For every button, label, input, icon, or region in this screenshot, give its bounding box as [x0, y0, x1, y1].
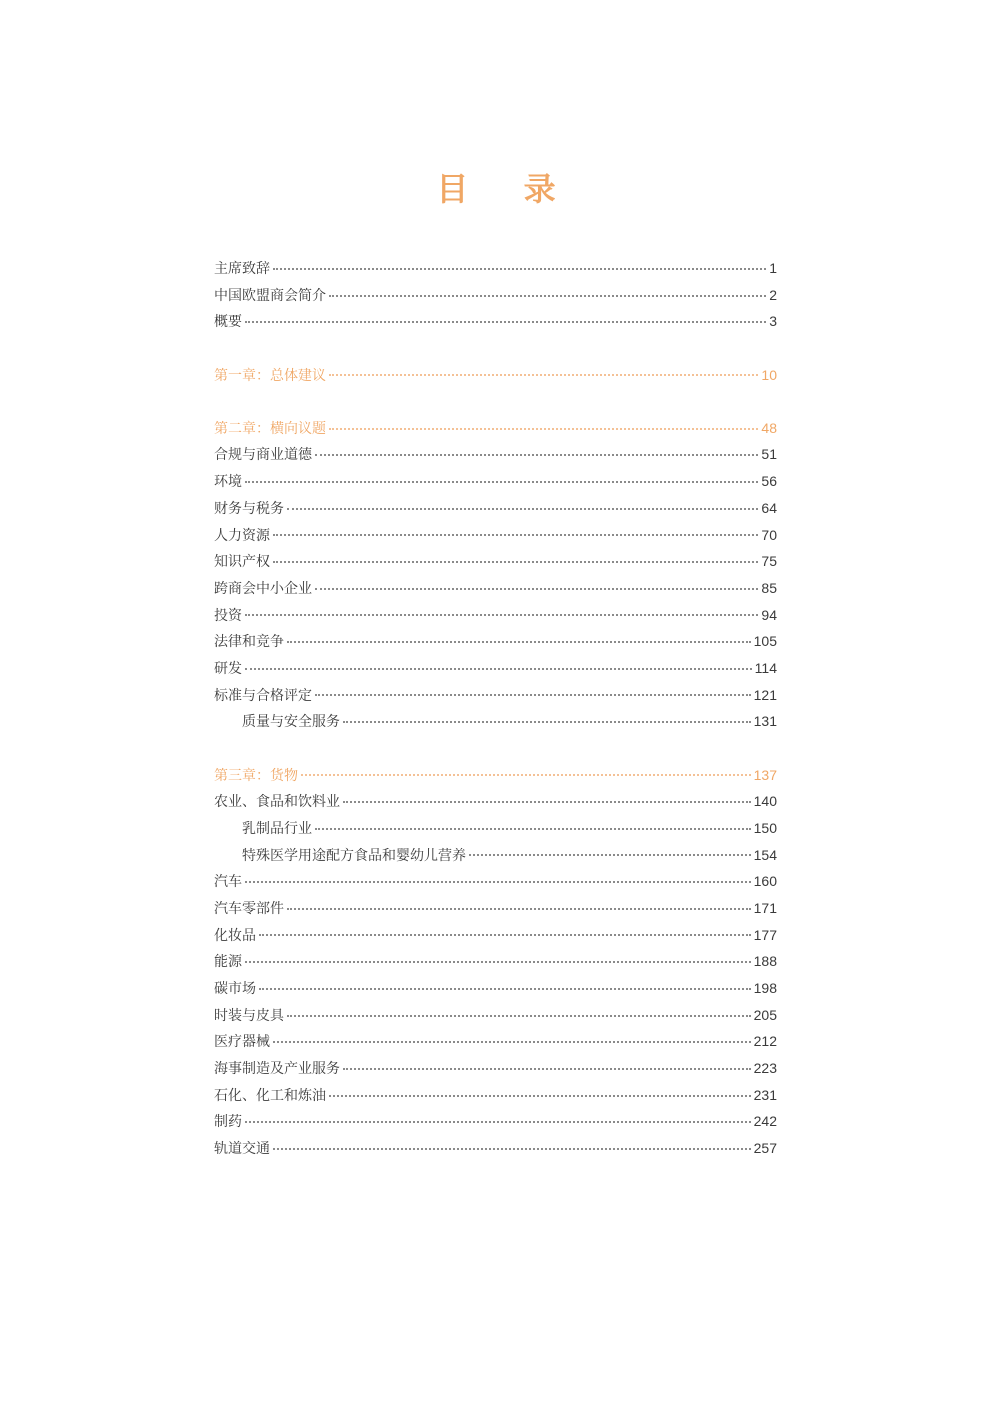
toc-page-number: 75 — [761, 553, 777, 570]
leader-dots — [343, 801, 751, 803]
toc-entry-label: 标准与合格评定 — [214, 687, 312, 704]
leader-dots — [273, 1041, 751, 1043]
toc-page-number: 188 — [753, 953, 777, 970]
leader-dots — [273, 268, 766, 270]
toc-entry-label: 概要 — [214, 314, 242, 331]
toc-entry-petrochemicals[interactable] — [214, 1082, 777, 1109]
toc-page-number: 94 — [761, 606, 777, 623]
toc-page-number: 140 — [753, 793, 777, 810]
toc-page-number: 160 — [753, 873, 777, 890]
toc-entry-label: 时装与皮具 — [214, 1007, 284, 1024]
toc-entry-rail[interactable] — [214, 1135, 777, 1162]
toc-chapter-2[interactable] — [214, 415, 777, 442]
toc-entry-label: 汽车零部件 — [214, 900, 284, 917]
toc-entry-legal-competition[interactable] — [214, 628, 777, 655]
leader-dots — [245, 481, 758, 483]
toc-entry-label: 石化、化工和炼油 — [214, 1087, 326, 1104]
toc-entry-label: 乳制品行业 — [242, 820, 312, 837]
leader-dots — [315, 694, 751, 696]
toc-entry-special-nutrition[interactable] — [214, 842, 777, 869]
toc-entry-label: 海事制造及产业服务 — [214, 1061, 340, 1078]
leader-dots — [245, 668, 752, 670]
toc-entry-energy[interactable] — [214, 948, 777, 975]
toc-entry-medical-devices[interactable] — [214, 1028, 777, 1055]
toc-entry-label: 跨商会中小企业 — [214, 580, 312, 597]
toc-entry-label: 农业、食品和饮料业 — [214, 794, 340, 811]
toc-page-number: 177 — [753, 926, 777, 943]
toc-page-number: 48 — [761, 419, 777, 436]
toc-entry-finance-tax[interactable] — [214, 495, 777, 522]
leader-dots — [259, 934, 751, 936]
toc-page-number: 51 — [761, 446, 777, 463]
leader-dots — [329, 295, 766, 297]
toc-page-number: 56 — [761, 473, 777, 490]
toc-entry-quality-safety[interactable] — [214, 708, 777, 735]
toc-entry-summary[interactable] — [214, 308, 777, 335]
toc-entry-label: 医疗器械 — [214, 1034, 270, 1051]
toc-page-number: 137 — [753, 766, 777, 783]
leader-dots — [287, 1015, 751, 1017]
toc-entry-rnd[interactable] — [214, 655, 777, 682]
toc-page-number: 70 — [761, 526, 777, 543]
toc-page-number: 121 — [753, 686, 777, 703]
toc-page-number: 3 — [769, 313, 777, 330]
toc-page-number: 231 — [753, 1086, 777, 1103]
toc-entry-label: 研发 — [214, 660, 242, 677]
toc-entry-standards[interactable] — [214, 682, 777, 709]
toc-entry-label: 碳市场 — [214, 981, 256, 997]
toc-page-number: 205 — [753, 1006, 777, 1023]
leader-dots — [329, 428, 758, 430]
toc-page-number: 154 — [753, 846, 777, 863]
leader-dots — [287, 908, 751, 910]
toc-entry-cosmetics[interactable] — [214, 922, 777, 949]
leader-dots — [245, 614, 758, 616]
toc-chapter-3[interactable] — [214, 762, 777, 789]
leader-dots — [287, 641, 751, 643]
toc-page-number: 105 — [753, 633, 777, 650]
toc-page-number: 257 — [753, 1140, 777, 1157]
toc-chapter-label: 第三章：货物 — [214, 767, 298, 784]
toc-entry-sme[interactable] — [214, 575, 777, 602]
toc-page-number: 171 — [753, 899, 777, 916]
leader-dots — [245, 321, 766, 323]
toc-entry-environment[interactable] — [214, 468, 777, 495]
toc-entry-label: 合规与商业道德 — [214, 447, 312, 464]
table-of-contents — [214, 255, 777, 1162]
leader-dots — [245, 1121, 751, 1123]
toc-page-number: 242 — [753, 1113, 777, 1130]
leader-dots — [245, 961, 751, 963]
toc-entry-compliance[interactable] — [214, 441, 777, 468]
toc-page-number: 114 — [754, 659, 777, 676]
toc-entry-label: 能源 — [214, 954, 242, 971]
toc-entry-label: 财务与税务 — [214, 500, 284, 517]
toc-entry-pharmaceuticals[interactable] — [214, 1108, 777, 1135]
toc-entry-label: 知识产权 — [214, 554, 270, 571]
leader-dots — [245, 881, 751, 883]
leader-dots — [273, 534, 758, 536]
toc-entry-label: 法律和竞争 — [214, 634, 284, 651]
toc-entry-label: 投资 — [214, 607, 242, 624]
toc-entry-label: 中国欧盟商会简介 — [214, 287, 326, 304]
toc-page-number: 2 — [769, 286, 777, 303]
toc-entry-chamber-intro[interactable] — [214, 282, 777, 309]
leader-dots — [273, 561, 758, 563]
toc-entry-label: 人力资源 — [214, 527, 270, 544]
toc-entry-fashion-leather[interactable] — [214, 1002, 777, 1029]
leader-dots — [301, 774, 751, 776]
toc-entry-auto-parts[interactable] — [214, 895, 777, 922]
leader-dots — [315, 588, 758, 590]
toc-entry-label: 特殊医学用途配方食品和婴幼儿营养 — [242, 847, 466, 864]
leader-dots — [343, 1068, 751, 1070]
leader-dots — [343, 721, 751, 723]
toc-page-number: 212 — [753, 1033, 777, 1050]
toc-page-number: 10 — [761, 366, 777, 383]
toc-entry-chairman-message[interactable] — [214, 255, 777, 282]
toc-entry-label: 环境 — [214, 474, 242, 491]
leader-dots — [329, 374, 758, 376]
leader-dots — [469, 854, 751, 856]
leader-dots — [259, 988, 751, 990]
leader-dots — [273, 1148, 751, 1150]
toc-page-number: 131 — [753, 713, 777, 730]
toc-entry-dairy[interactable] — [214, 815, 777, 842]
toc-entry-maritime[interactable] — [214, 1055, 777, 1082]
toc-page-number: 198 — [753, 980, 777, 996]
toc-chapter-1[interactable] — [214, 362, 777, 389]
toc-entry-automotive[interactable] — [214, 868, 777, 895]
toc-title: 目 录 — [436, 170, 578, 208]
toc-page-number: 85 — [761, 579, 777, 596]
toc-page-number: 150 — [753, 819, 777, 836]
toc-page-number: 1 — [769, 260, 777, 276]
toc-entry-agriculture-food[interactable] — [214, 788, 777, 815]
toc-page-number: 223 — [753, 1060, 777, 1077]
toc-entry-ip[interactable] — [214, 548, 777, 575]
leader-dots — [315, 828, 751, 830]
leader-dots — [329, 1095, 751, 1097]
toc-entry-label: 主席致辞 — [214, 261, 270, 277]
toc-chapter-label: 第一章：总体建议 — [214, 367, 326, 384]
toc-entry-label: 化妆品 — [214, 927, 256, 944]
toc-entry-investment[interactable] — [214, 602, 777, 629]
leader-dots — [287, 508, 758, 510]
toc-entry-human-resources[interactable] — [214, 522, 777, 549]
toc-entry-label: 汽车 — [214, 874, 242, 891]
toc-entry-carbon-market[interactable] — [214, 975, 777, 1002]
toc-entry-label: 轨道交通 — [214, 1141, 270, 1158]
toc-page-number: 64 — [761, 499, 777, 516]
leader-dots — [315, 454, 758, 456]
toc-entry-label: 制药 — [214, 1114, 242, 1131]
toc-entry-label: 质量与安全服务 — [242, 714, 340, 731]
toc-chapter-label: 第二章：横向议题 — [214, 420, 326, 437]
